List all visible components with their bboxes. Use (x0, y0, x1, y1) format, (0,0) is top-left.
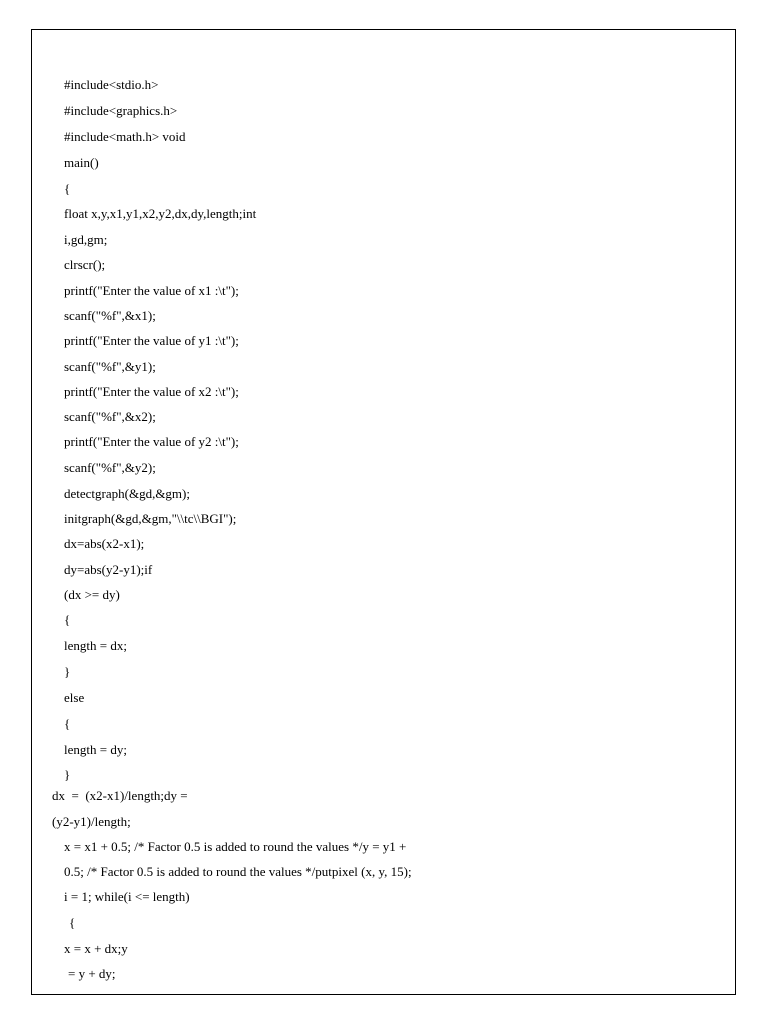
code-line-25: else (64, 690, 85, 705)
code-line-6: float x,y,x1,y1,x2,y2,dx,dy,length;int (64, 206, 257, 221)
code-line-32: 0.5; /* Factor 0.5 is added to round the values */putpixel (x, y, 15); (64, 864, 412, 879)
code-line-27: length = dy; (64, 742, 127, 757)
code-line-17: detectgraph(&gd,&gm); (64, 486, 190, 501)
code-line-1: #include<stdio.h> (64, 77, 159, 92)
code-line-16: scanf("%f",&y2); (64, 460, 156, 475)
code-line-22: { (64, 612, 71, 627)
code-line-29: dx = (x2-x1)/length;dy = (52, 788, 188, 803)
code-line-21: (dx >= dy) (64, 587, 120, 602)
code-line-36: = y + dy; (68, 966, 116, 981)
code-line-33: i = 1; while(i <= length) (64, 889, 190, 904)
code-line-30: (y2-y1)/length; (52, 814, 131, 829)
code-line-14: scanf("%f",&x2); (64, 409, 156, 424)
code-line-18: initgraph(&gd,&gm,"\\tc\\BGI"); (64, 511, 237, 526)
code-line-10: scanf("%f",&x1); (64, 308, 156, 323)
code-line-23: length = dx; (64, 638, 127, 653)
code-line-5: { (64, 181, 71, 196)
code-line-26: { (64, 716, 71, 731)
code-line-2: #include<graphics.h> (64, 103, 178, 118)
code-line-11: printf("Enter the value of y1 :\t"); (64, 333, 239, 348)
code-line-31: x = x1 + 0.5; /* Factor 0.5 is added to round the values */y = y1 + (64, 839, 407, 854)
code-line-24: } (64, 664, 71, 679)
code-line-15: printf("Enter the value of y2 :\t"); (64, 434, 239, 449)
code-line-4: main() (64, 155, 99, 170)
code-line-13: printf("Enter the value of x2 :\t"); (64, 384, 239, 399)
code-line-12: scanf("%f",&y1); (64, 359, 156, 374)
code-line-3: #include<math.h> void (64, 129, 186, 144)
code-line-8: clrscr(); (64, 257, 106, 272)
code-line-9: printf("Enter the value of x1 :\t"); (64, 283, 239, 298)
code-line-28: } (64, 767, 71, 782)
code-line-7: i,gd,gm; (64, 232, 108, 247)
code-line-34: { (69, 915, 76, 930)
code-line-20: dy=abs(y2-y1);if (64, 562, 153, 577)
code-line-35: x = x + dx;y (64, 941, 128, 956)
code-line-19: dx=abs(x2-x1); (64, 536, 145, 551)
